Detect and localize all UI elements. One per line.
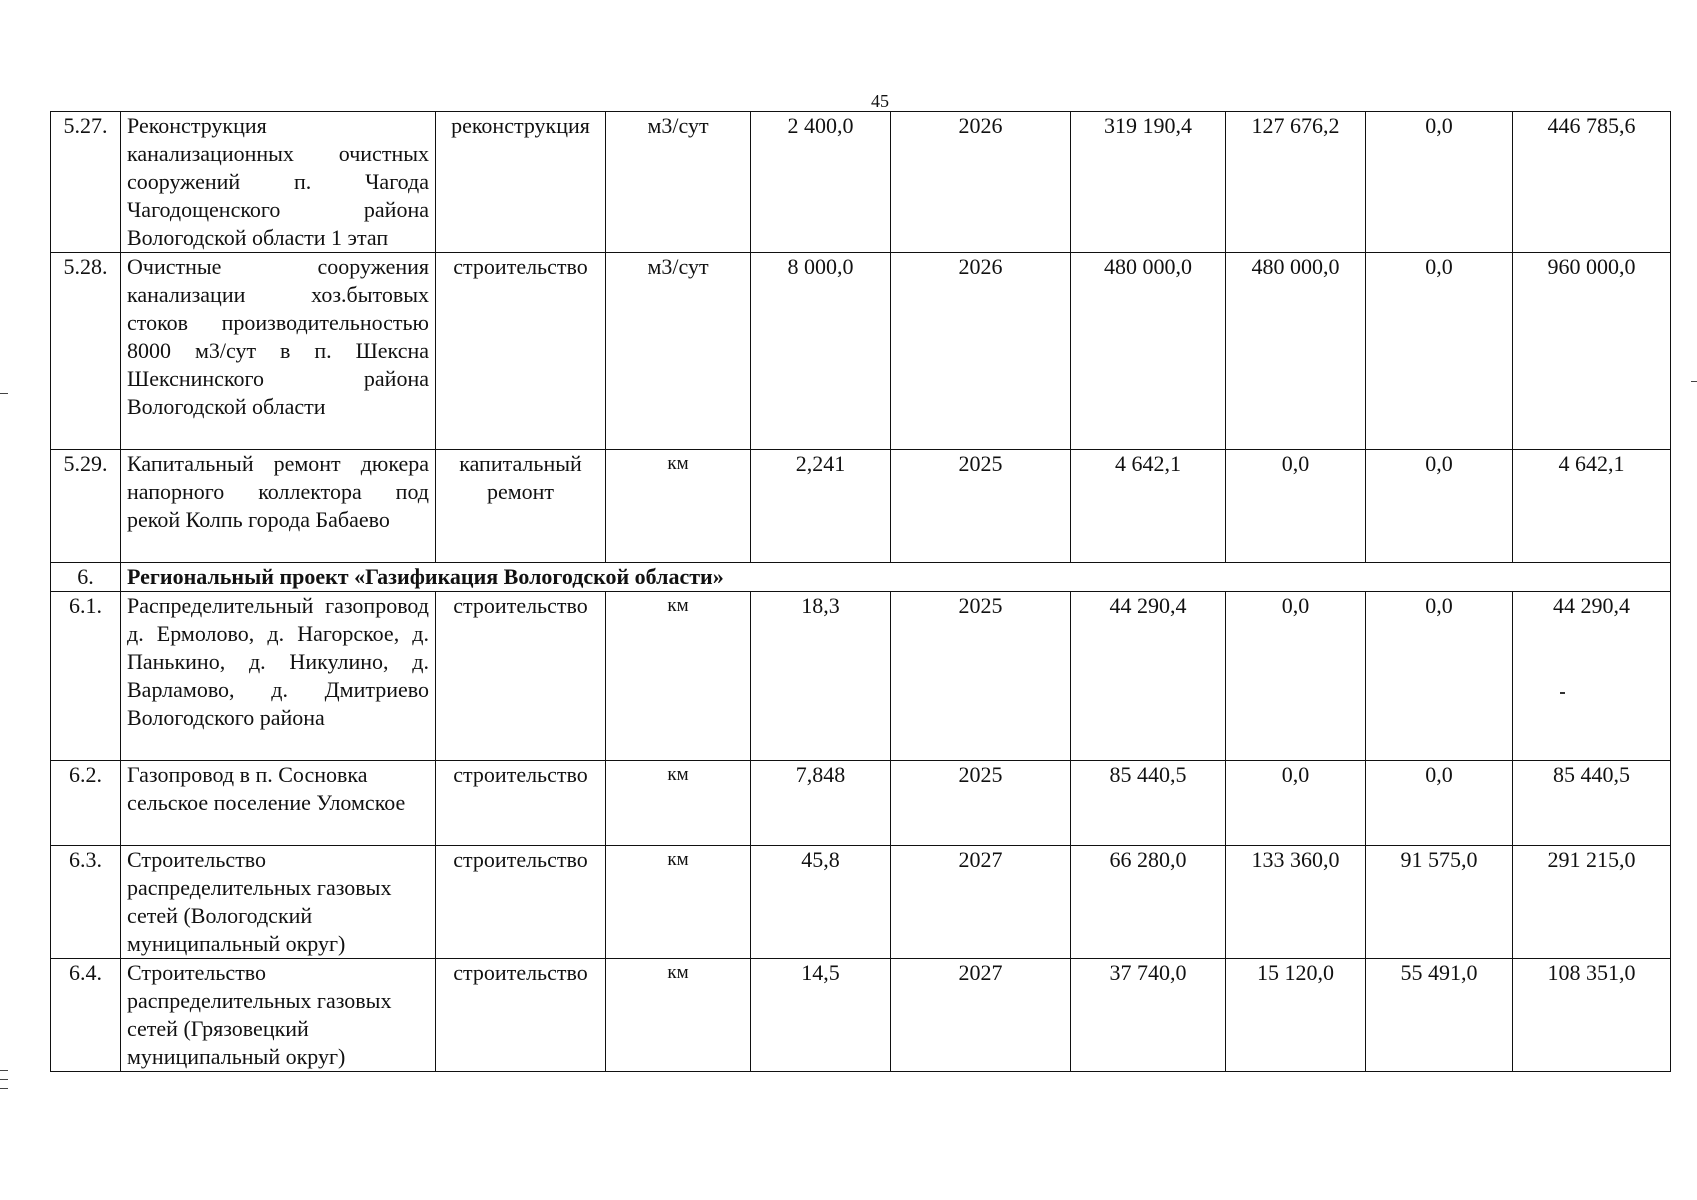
row-number: 5.28. xyxy=(51,253,121,450)
work-type: строительство xyxy=(436,761,606,846)
page-number: 45 xyxy=(871,91,889,111)
year: 2027 xyxy=(891,959,1071,1072)
unit: км xyxy=(606,959,751,1072)
scan-mark xyxy=(0,1070,8,1071)
capacity: 18,3 xyxy=(751,592,891,761)
project-name: Строительство распределительных газовых сетей (Грязовецкий муниципальный округ) xyxy=(121,959,436,1072)
funding-1: 319 190,4 xyxy=(1071,112,1226,253)
capacity: 2,241 xyxy=(751,450,891,563)
funding-2: 133 360,0 xyxy=(1226,846,1366,959)
project-name: Газопровод в п. Сосновка сельское поселение Уломское xyxy=(121,761,436,846)
funding-3: 0,0 xyxy=(1366,253,1513,450)
funding-total: 291 215,0 xyxy=(1513,846,1671,959)
funding-1: 44 290,4 xyxy=(1071,592,1226,761)
funding-total: 960 000,0 xyxy=(1513,253,1671,450)
capacity: 45,8 xyxy=(751,846,891,959)
funding-1: 4 642,1 xyxy=(1071,450,1226,563)
funding-2: 480 000,0 xyxy=(1226,253,1366,450)
project-name: Капитальный ремонт дюкера напорного коллектора под рекой Колпь города Бабаево xyxy=(121,450,436,563)
funding-1: 66 280,0 xyxy=(1071,846,1226,959)
scan-mark xyxy=(0,1088,8,1089)
project-name: Очистные сооружения канализации хоз.бытовых стоков производительностью 8000 м3/сут в п. Шексна Шекснинского района Вологодской области xyxy=(121,253,436,450)
table-row xyxy=(51,592,1671,761)
work-type: строительство xyxy=(436,846,606,959)
section-row xyxy=(51,563,1671,592)
funding-total: 4 642,1 xyxy=(1513,450,1671,563)
funding-2: 15 120,0 xyxy=(1226,959,1366,1072)
funding-3: 0,0 xyxy=(1366,112,1513,253)
scan-mark xyxy=(0,393,8,394)
row-number: 6.4. xyxy=(51,959,121,1072)
table-row xyxy=(51,112,1671,253)
funding-total: 44 290,4 xyxy=(1513,592,1671,761)
year: 2025 xyxy=(891,592,1071,761)
investment-projects-table xyxy=(50,111,1671,1072)
funding-total: 85 440,5 xyxy=(1513,761,1671,846)
unit: км xyxy=(606,592,751,761)
table-row xyxy=(51,253,1671,450)
work-type: реконструкция xyxy=(436,112,606,253)
funding-1: 85 440,5 xyxy=(1071,761,1226,846)
capacity: 7,848 xyxy=(751,761,891,846)
work-type: капитальный ремонт xyxy=(436,450,606,563)
table-row xyxy=(51,761,1671,846)
funding-1: 480 000,0 xyxy=(1071,253,1226,450)
project-name: Реконструкция канализационных очистных сооружений п. Чагода Чагодощенского района Вологодской области 1 этап xyxy=(121,112,436,253)
unit: км xyxy=(606,761,751,846)
funding-1: 37 740,0 xyxy=(1071,959,1226,1072)
funding-3: 0,0 xyxy=(1366,592,1513,761)
funding-3: 55 491,0 xyxy=(1366,959,1513,1072)
funding-2: 0,0 xyxy=(1226,592,1366,761)
funding-2: 0,0 xyxy=(1226,761,1366,846)
year: 2025 xyxy=(891,761,1071,846)
year: 2025 xyxy=(891,450,1071,563)
row-number: 6.2. xyxy=(51,761,121,846)
capacity: 14,5 xyxy=(751,959,891,1072)
unit: м3/сут xyxy=(606,112,751,253)
capacity: 8 000,0 xyxy=(751,253,891,450)
funding-3: 0,0 xyxy=(1366,450,1513,563)
project-name: Строительство распределительных газовых сетей (Вологодский муниципальный округ) xyxy=(121,846,436,959)
unit: м3/сут xyxy=(606,253,751,450)
table-row xyxy=(51,959,1671,1072)
year: 2027 xyxy=(891,846,1071,959)
table-row xyxy=(51,846,1671,959)
table-row xyxy=(51,450,1671,563)
row-number: 5.27. xyxy=(51,112,121,253)
row-number: 6.3. xyxy=(51,846,121,959)
row-number: 5.29. xyxy=(51,450,121,563)
project-name: Распределительный газопровод д. Ермолово, д. Нагорское, д. Панькино, д. Никулино, д. Варламово, д. Дмитриево Вологодского района xyxy=(121,592,436,761)
scan-mark xyxy=(0,1079,8,1080)
funding-total: 108 351,0 xyxy=(1513,959,1671,1072)
year: 2026 xyxy=(891,112,1071,253)
scan-mark xyxy=(1691,381,1697,382)
funding-2: 0,0 xyxy=(1226,450,1366,563)
row-number: 6.1. xyxy=(51,592,121,761)
section-number: 6. xyxy=(51,563,121,592)
year: 2026 xyxy=(891,253,1071,450)
work-type: строительство xyxy=(436,959,606,1072)
unit: км xyxy=(606,450,751,563)
funding-total: 446 785,6 xyxy=(1513,112,1671,253)
work-type: строительство xyxy=(436,253,606,450)
stray-dot xyxy=(1560,692,1565,694)
section-title: Региональный проект «Газификация Вологодской области» xyxy=(121,563,1671,592)
funding-3: 91 575,0 xyxy=(1366,846,1513,959)
funding-2: 127 676,2 xyxy=(1226,112,1366,253)
unit: км xyxy=(606,846,751,959)
funding-3: 0,0 xyxy=(1366,761,1513,846)
capacity: 2 400,0 xyxy=(751,112,891,253)
work-type: строительство xyxy=(436,592,606,761)
